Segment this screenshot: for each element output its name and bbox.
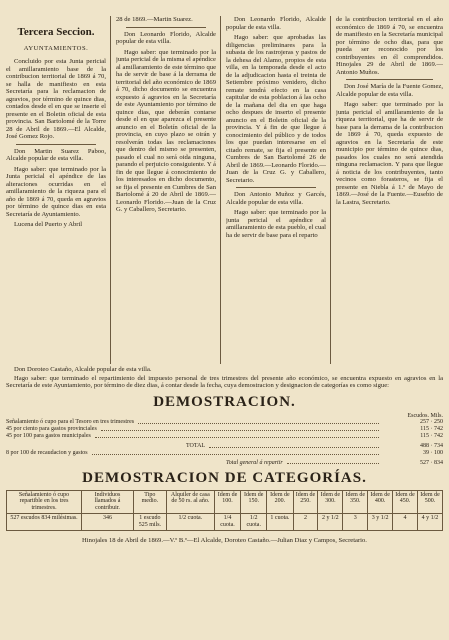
demo-collection-label: 8 por 100 de recaudacion y gastos xyxy=(6,449,88,456)
demo-line-value: 115 · 742 xyxy=(420,426,443,433)
notice-title: Don José María de la Fuente Gomez, Alcalde popular de esta villa. xyxy=(336,83,443,98)
table-row xyxy=(7,514,443,531)
notice-paragraph: Hago saber: que terminado por la junta pericial el apéndice al amillaramiento de esta pueblo, el cual ha de servir de base para el reparto xyxy=(226,209,326,239)
demo-collection xyxy=(6,450,443,457)
notice-paragraph: de la contribucion territorial en el año económico de 1869 á 70, se encuentra de manifiesto en la Secretaría municipal por término de ocho dias, para que pueda ser reconocido por los contribuyentes en él comprendidos. Hinojales 29 de Abril de 1869.—Antonio Muños. xyxy=(336,16,443,76)
table-header: Idem de 500. xyxy=(417,490,442,513)
demo-line xyxy=(6,426,443,433)
notice-paragraph: Hago saber: que aprobadas las diligencias preliminares para la subasta de los rastrojeras y pastos de la dehesa del Alamo, propios de esta villa, en la temporada desde el acto de la adjudicacion hasta el treinta de Setiembre próximo venidero, dicho remate tendrá efecto en la casa capitular de esta poblacion á las ocho de la mañana del dia en que haga ocho despues de inserto el presente anuncio en el Boletin oficial de la provincia. Y á fin de que llegue á conocimiento del público y de todos los que puedan interesarse en el citado remate, se fija el presente en Cumbres de San Bartolomé 26 de Abril de 1869.—Leonardo Florido.—Juan de la Cruz G. y Caballero, Secretario. xyxy=(226,34,326,184)
table-cell: 4 y 1/2 xyxy=(417,514,442,531)
four-column-section xyxy=(6,16,443,364)
demo-total-value: 488 · 734 xyxy=(420,442,443,449)
notice-title: Don Martin Suarez Paboo, Alcalde popular de esta villa. xyxy=(6,147,106,163)
demo-general-label: Total general á repartir xyxy=(226,459,283,466)
divider xyxy=(16,144,96,145)
notice-paragraph: Hago saber: que terminado por la junta pericial de la misma el apéndice al amillaramiento de este término que ha de servir de base á la derrama de territorial del año económico de 1869 á 70, dicho documento se encuentra expuesto á agravios en la Secretaría de este Ayuntamiento por término de quince dias, que deberán contarse desde el en que aparezca el presente anuncio en el Boletín oficial de la provincia, en cuyo plazo se oirán y resolverán todas las reclamaciones que dentro del mismo se presenten, pasado el cual no será oida ninguna, parando el perjuicio consiguiente. Y á fin de que llegue á conocimiento de los interesados en dicho documento, se fija el presente en Cumbres de San Bartolomé á 20 de Abril de 1869.—Leonardo Florido.—Juan de la Cruz G. y Caballero, Secretario. xyxy=(116,48,216,214)
table-cell: 1/4 cuota. xyxy=(214,514,240,531)
table-header: Idem de 250. xyxy=(293,490,318,513)
notice-paragraph: Concluido por esta Junta pericial el amillaramiento base de la contribucion territorial de 1869 á 70, se halla de manifiesto en esta Secretaría para la reclamacion de agravios, por término de quince dias, contados desde el en que se inserte el presente en el Boletin oficial de esta provincia. San Bartolomé de la Torre 28 de Abril de 1869.—El Alcalde, José Gomez Rojo. xyxy=(6,58,106,141)
column-1 xyxy=(6,16,106,364)
column-2 xyxy=(116,16,216,364)
divider xyxy=(126,27,206,28)
notice-paragraph: Lucena del Puerto y Abril xyxy=(14,221,83,229)
table-header: Idem de 150. xyxy=(241,490,267,513)
demo-general xyxy=(6,460,443,467)
column-3 xyxy=(226,16,326,364)
demo-total xyxy=(6,443,443,450)
table-cell: 3 y 1/2 xyxy=(368,514,393,531)
divider xyxy=(346,79,433,80)
column-4 xyxy=(336,16,443,364)
table-header: Idem de 350. xyxy=(343,490,368,513)
notice-title: Don Leonardo Florido, Alcalde popular de esta villa. xyxy=(226,16,326,31)
demo-collection-value: 39 · 100 xyxy=(423,449,443,456)
demo-general-value: 527 · 834 xyxy=(420,459,443,466)
table-cell: 346 xyxy=(82,514,134,531)
notice-paragraph: Hago saber: que terminado por la Junta pericial el apéndice de las alteraciones ocurridas en el amillaramiento de la riqueza para el año de 1869 á 70, queda en agravios por término de quince dias en esta Secretaría de Ayuntamiento. xyxy=(6,165,106,218)
table-header: Idem de 400. xyxy=(368,490,393,513)
divider xyxy=(236,187,316,188)
table-cell: 1/2 cuota. xyxy=(241,514,267,531)
notice-paragraph: Hago saber: que terminado por la junta pericial el amillaramiento de la riqueza territorial, que ha de servir de base para la derrama de la contribucion de 1869 á 70, queda expuesto de agravios en la Secretaría de este municipio por término de quince dias, pasados los cuales no será atendida ninguna reclamacion. Y para que llegue á noticia de los contribuyentes, tanto vecinos como forasteros, se fija el presente en Niebla á 1.º de Mayo de 1869.—José de la Fuente.—Eusebio de la Lastra, Secretario. xyxy=(336,101,443,206)
table-header: Idem de 100. xyxy=(214,490,240,513)
categories-table xyxy=(6,490,443,531)
table-header: Idem de 300. xyxy=(318,490,343,513)
table-cell: 2 xyxy=(293,514,318,531)
demostracion-heading: DEMOSTRACION. xyxy=(153,393,296,410)
notice-title: Don Leonardo Florido, Alcalde popular de esta villa. xyxy=(116,30,216,46)
column-rule xyxy=(220,16,221,364)
demo-total-label: TOTAL xyxy=(186,442,206,449)
column-rule xyxy=(330,16,331,364)
section-subheading: AYUNTAMIENTOS. xyxy=(23,44,89,52)
table-header: Individuos llamados á contribuir. xyxy=(82,490,134,513)
demo-col-head-row xyxy=(6,413,443,420)
table-header: Alquiler de casa de 50 rs. al año. xyxy=(166,490,214,513)
table-cell: 1 cuota. xyxy=(267,514,293,531)
table-header: Señalamiento ó cupo repartible en los tres trimestres. xyxy=(7,490,82,513)
demo-line-label: 45 por 100 para gastos municipales xyxy=(6,433,91,440)
demo-line-value: 115 · 742 xyxy=(420,433,443,440)
signature-line: Hinojales 18 de Abril de 1869.—V.º B.º—El Alcalde, Doroteo Castaño.—Julian Diaz y Campos, Secretario. xyxy=(82,536,367,544)
section-heading: Tercera Seccion. xyxy=(17,26,95,38)
categorias-heading: DEMOSTRACION DE CATEGORÍAS. xyxy=(82,470,367,487)
table-header: Tipo medio. xyxy=(133,490,166,513)
demo-line-label: 45 por ciento para gastos provinciales xyxy=(6,426,97,433)
table-cell: 527 escudos 834 milésimas. xyxy=(7,514,82,531)
notice-title: Don Doroteo Castaño, Alcalde popular de esta villa. xyxy=(14,366,152,373)
notice-paragraph: 28 de 1869.—Martin Suarez. xyxy=(116,16,193,23)
demo-line-label: Señalamiento ó cupo para el Tesoro en tres trimestres xyxy=(6,419,135,426)
table-header: Idem de 450. xyxy=(393,490,418,513)
table-header: Idem de 200. xyxy=(267,490,293,513)
full-width-notice xyxy=(6,366,443,544)
table-cell: 4 xyxy=(393,514,418,531)
table-cell: 3 xyxy=(343,514,368,531)
table-cell: 1 escudo 525 mils. xyxy=(133,514,166,531)
notice-title: Don Antonio Muñoz y Garcés, Alcalde popular de esta villa. xyxy=(226,191,326,206)
notice-paragraph: Hago saber: que terminado el repartimiento del impuesto personal de tres trimestres del presente año económico, se encuentra expuesto en agravios en la Secretaría de este Ayuntamiento, por término de diez dias, á contar desde la fecha, cuya demostracion y designacion de categorías es como sigue: xyxy=(6,374,443,390)
table-cell: 2 y 1/2 xyxy=(318,514,343,531)
demo-line xyxy=(6,419,443,426)
table-header-row xyxy=(7,490,443,513)
demo-line-value: 257 · 250 xyxy=(420,419,443,426)
column-rule xyxy=(110,16,111,364)
table-cell: 1/2 cuota. xyxy=(166,514,214,531)
demo-col-head: Escudos. Mils. xyxy=(407,412,443,419)
demo-line xyxy=(6,433,443,440)
